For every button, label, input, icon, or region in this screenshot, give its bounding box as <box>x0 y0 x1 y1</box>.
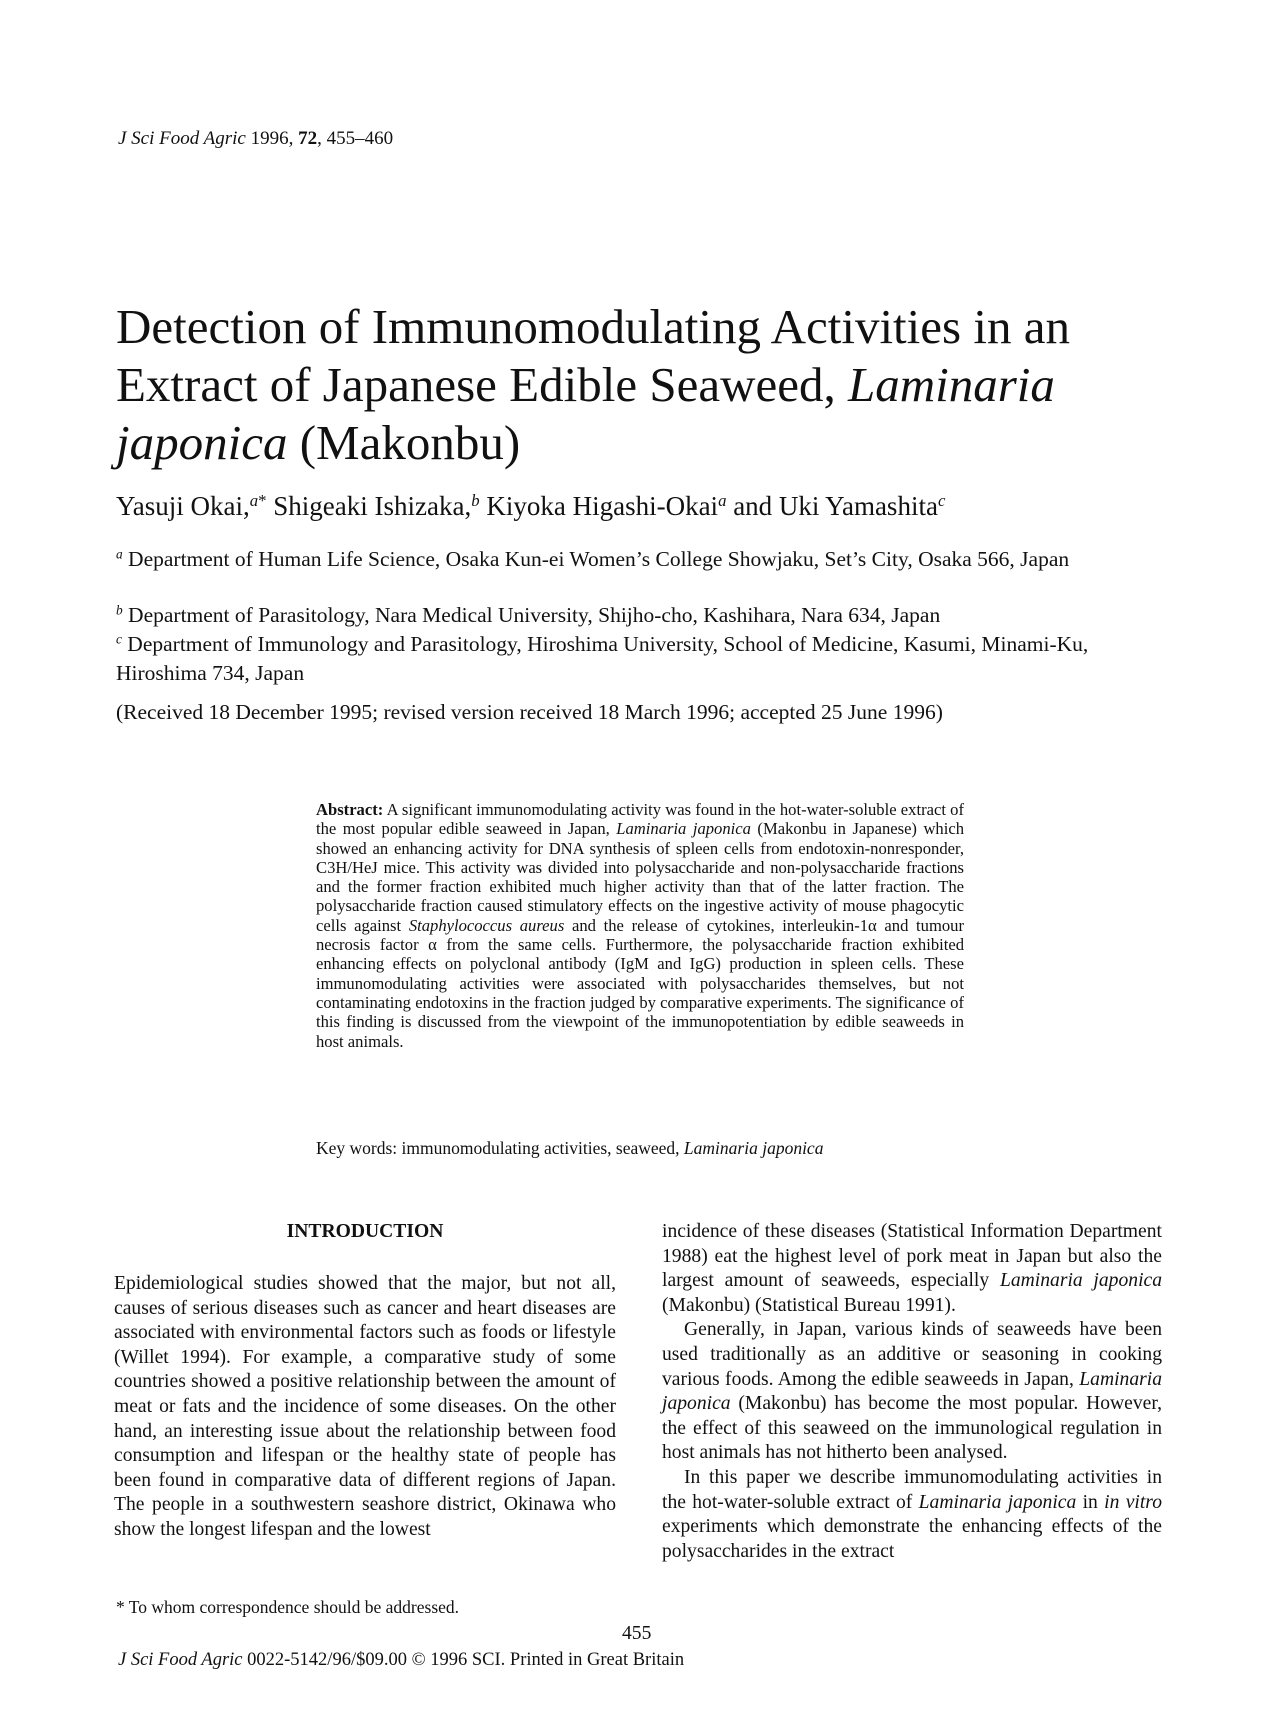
journal-pages: , 455–460 <box>317 128 394 149</box>
intro-paragraph <box>662 1318 1162 1466</box>
correspondence-footnote: * To whom correspondence should be addressed. <box>116 1597 460 1617</box>
title-line-2 <box>116 356 1136 414</box>
author-name: Uki Yamashita <box>778 491 938 521</box>
journal-name: J Sci Food Agric <box>118 128 246 149</box>
intro-paragraph <box>662 1220 1162 1318</box>
author-affiliation-mark: c <box>937 490 946 510</box>
journal-year: 1996, <box>245 128 299 149</box>
title-line-3 <box>116 414 1136 472</box>
affiliation-mark: b <box>116 602 123 618</box>
author-affiliation-mark: b <box>471 490 480 510</box>
title-line-3-text: (Makonbu) <box>287 415 521 470</box>
in-vitro-term: in vitro <box>1104 1491 1162 1513</box>
page-number: 455 <box>622 1623 652 1644</box>
intro-paragraph <box>662 1466 1162 1564</box>
paragraph-text: (Makonbu) (Statistical Bureau 1991). <box>662 1294 956 1316</box>
affiliation-mark: c <box>116 631 122 647</box>
author-list <box>116 491 1156 522</box>
abstract-species: Laminaria japonica <box>616 819 751 839</box>
paragraph-text: (Makonbu) has become the most popular. However, the effect of this seaweed on the immunological regulation in host animals has not hitherto been analysed. <box>662 1393 1162 1464</box>
journal-header <box>118 128 393 150</box>
corresponding-author-mark: * <box>258 490 267 510</box>
keywords <box>316 1138 823 1159</box>
author-affiliation-mark: a <box>249 490 259 510</box>
affiliation-a <box>116 545 1136 574</box>
author <box>116 491 273 521</box>
title-line-1: Detection of Immunomodulating Activities in an <box>116 299 1070 354</box>
species-name: Laminaria japonica <box>662 1368 1162 1415</box>
article-title <box>116 298 1136 472</box>
abstract <box>316 800 964 1051</box>
affiliation-text: Department of Parasitology, Nara Medical University, Shijho-cho, Kashihara, Nara 634, Japan <box>122 603 941 627</box>
affiliation-c <box>116 630 1136 688</box>
author-name: Yasuji Okai, <box>116 491 250 521</box>
keywords-species: Laminaria japonica <box>683 1138 824 1158</box>
title-species-epithet: japonica <box>116 415 288 470</box>
right-column <box>662 1220 1162 1564</box>
author <box>273 491 486 521</box>
footer-text: 0022-5142/96/$09.00 © 1996 SCI. Printed in Great Britain <box>242 1650 685 1670</box>
intro-paragraph: Epidemiological studies showed that the major, but not all, causes of serious diseases such as cancer and heart diseases are associated with environmental factors such as foods or lifestyle (Willet 1994). For example, a comparative study of some countries showed a positive relationship between the amount of meat or fats and the incidence of some diseases. On the other hand, an interesting issue about the relationship between food consumption and lifespan or the healthy state of people has been found in comparative data of different regions of Japan. The people in a southwestern seashore district, Okinawa who show the longest lifespan and the lowest <box>114 1273 616 1540</box>
affiliation-text: Department of Immunology and Parasitology, Hiroshima University, School of Medicine, Kasumi, Minami-Ku, Hiroshima 734, Japan <box>116 632 1089 685</box>
author <box>779 491 945 521</box>
abstract-text: (Makonbu in Japanese) which showed an enhancing activity for DNA synthesis of spleen cells from endotoxin-nonresponder, C3H/HeJ mice. This activity was divided into polysaccharide and non-polysaccharide fractions and the former fraction exhibited much higher activity than that of the latter fraction. The polysaccharide fraction caused stimulatory effects on the ingestive activity of mouse phagocytic cells against <box>316 819 965 935</box>
page-footer <box>118 1650 684 1671</box>
affiliation-text: Department of Human Life Science, Osaka Kun-ei Women’s College Showjaku, Set’s City, Osaka 566, Japan <box>122 547 1070 571</box>
paragraph-text: In this paper we describe immunomodulating activities in the hot-water-soluble extract of <box>662 1466 1162 1513</box>
species-name: Laminaria japonica <box>918 1491 1077 1513</box>
title-line-2-text: Extract of Japanese Edible Seaweed, <box>116 357 848 412</box>
journal-volume: 72 <box>298 128 318 149</box>
author-separator: and <box>726 491 779 521</box>
species-name: Laminaria japonica <box>999 1270 1163 1292</box>
author <box>486 491 779 521</box>
keywords-text: immunomodulating activities, seaweed, <box>397 1138 684 1158</box>
title-species-genus: Laminaria <box>847 357 1055 412</box>
abstract-label: Abstract: <box>316 800 384 819</box>
author-affiliation-mark: a <box>718 490 727 510</box>
affiliation-mark: a <box>116 546 123 562</box>
affiliation-b <box>116 601 1136 630</box>
abstract-text: A significant immunomodulating activity was found in the hot-water-soluble extract of the most popular edible seaweed in Japan, <box>316 800 964 839</box>
abstract-bacterium: Staphylococcus aureus <box>408 915 565 935</box>
paragraph-text: experiments which demonstrate the enhancing effects of the polysaccharides in the extract <box>662 1516 1162 1562</box>
paragraph-text: incidence of these diseases (Statistical Information Department 1988) eat the highest level of pork meat in Japan but also the largest amount of seaweeds, especially <box>662 1221 1162 1292</box>
author-name: Kiyoka Higashi-Okai <box>486 491 719 521</box>
paragraph-text: in <box>1076 1491 1105 1513</box>
paragraph-text: Generally, in Japan, various kinds of seaweeds have been used traditionally as an additive or seasoning in cooking various foods. Among the edible seaweeds in Japan, <box>662 1319 1162 1390</box>
left-column <box>114 1272 616 1543</box>
section-heading: INTRODUCTION <box>286 1221 444 1242</box>
footer-journal: J Sci Food Agric <box>118 1650 243 1670</box>
keywords-label: Key words: <box>316 1138 398 1158</box>
abstract-text: and the release of cytokines, interleukin-1α and tumour necrosis factor α from the same cells. Furthermore, the polysaccharide fraction exhibited enhancing effects on polyclonal antibody (IgM and IgG) production in spleen cells. These immunomodulating activities were associated with polysaccharides themselves, but not contaminating endotoxins in the fraction judged by comparative experiments. The significance of this finding is discussed from the viewpoint of the immunopotentiation by edible seaweeds in host animals. <box>316 915 964 1051</box>
received-dates: (Received 18 December 1995; revised version received 18 March 1996; accepted 25 June 1996) <box>116 700 943 724</box>
author-name: Shigeaki Ishizaka, <box>273 491 472 521</box>
